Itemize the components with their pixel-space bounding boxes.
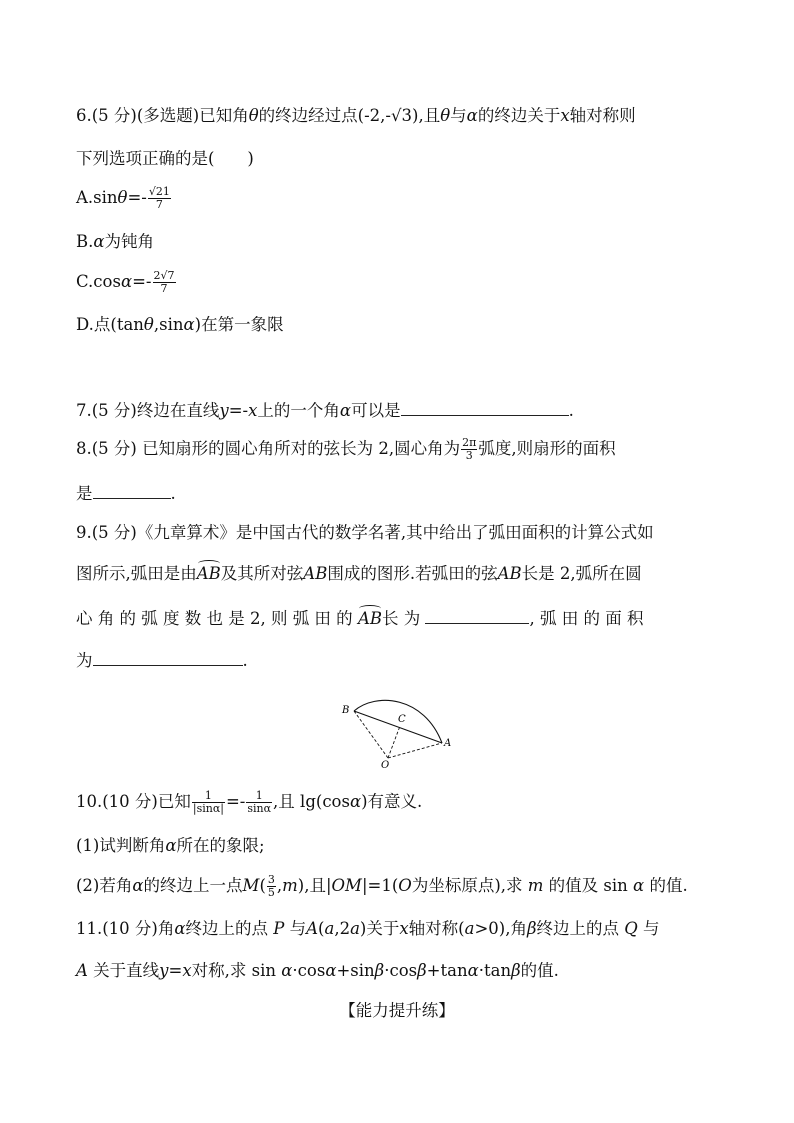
q10-fraction: $\frac{1}{\sin\alpha}$ [247, 789, 272, 815]
label-b: B [342, 705, 350, 716]
q6-option-c: C.cosα=- $\frac{2√7}{7}$ [76, 269, 175, 295]
radius-ob [354, 711, 388, 758]
radius-oa [388, 743, 442, 758]
q11-text-line2: A 关于直线y=x对称,求 sin α·cosα+sinβ·cosβ+tanα·tanβ的值. [76, 961, 559, 980]
q6-option-a: A.sinθ=- $\frac{√21}{7}$ [76, 185, 170, 211]
arc-field-figure [336, 696, 460, 770]
label-c: C [398, 714, 406, 725]
q10-stem: 10.(10 分)已知 $\frac{1}{|\sin\alpha|}$ =- $\frac{1}{\sin\alpha}$ ,且 lg(cosα)有意义. [76, 789, 423, 815]
q9-text-line2: 图所示,弧田是由AB及其所对弦AB围成的图形.若弧田的弦AB长是 2,弧所在圆 [76, 562, 642, 586]
q8-angle-fraction: $\frac{2\pi}{3}$ [462, 436, 477, 462]
q10-part2: (2)若角α的终边上一点M( $\frac{3}{5}$ ,m),且|OM|=1(O为坐标原点),求 m 的值及 sin α 的值. [76, 873, 688, 899]
q8-text-line1: 8.(5 分) 已知扇形的圆心角所对的弦长为 2,圆心角为 $\frac{2\pi}{3}$ 弧度,则扇形的面积 [76, 436, 616, 462]
q9-arc-length-blank[interactable] [425, 605, 529, 624]
arc-ab-symbol: AB [358, 607, 382, 631]
q11-text-line1: 11.(10 分)角α终边上的点 P 与A(a,2a)关于x轴对称(a>0),角β终边上的点 Q 与 [76, 919, 660, 938]
q6-option-c-fraction: $\frac{2√7}{7}$ [153, 269, 175, 295]
label-o: O [381, 760, 390, 770]
q9-text-line4: 为 . [76, 647, 248, 673]
q10-part1: (1)试判断角α所在的象限; [76, 836, 265, 855]
q6-option-d: D.点(tanθ,sinα)在第一象限 [76, 315, 284, 334]
q8-text-line2: 是 . [76, 480, 176, 506]
q9-text-line1: 9.(5 分)《九章算术》是中国古代的数学名著,其中给出了弧田面积的计算公式如 [76, 523, 654, 542]
q6-option-b: B.α为钝角 [76, 232, 155, 251]
q6-stem-line1: 6.(5 分)(多选题)已知角θ的终边经过点(-2,-√3),且θ与α的终边关于x轴对称则 [76, 106, 636, 125]
segment-oc [388, 726, 400, 758]
q10-fraction-abs: $\frac{1}{|\sin\alpha|}$ [192, 789, 224, 815]
q7-answer-blank[interactable] [401, 397, 569, 416]
q8-answer-blank[interactable] [93, 480, 171, 499]
q9-text-line3: 心 角 的 弧 度 数 也 是 2, 则 弧 田 的 AB长 为 , 弧 田 的 面 积 [76, 605, 643, 631]
label-a: A [444, 738, 452, 749]
q10-point-fraction: $\frac{3}{5}$ [267, 873, 275, 899]
q6-option-a-fraction: $\frac{√21}{7}$ [148, 185, 170, 211]
section-heading: 【能力提升练】 [339, 1001, 455, 1020]
q6-stem-line2: 下列选项正确的是( ) [76, 149, 254, 168]
arc-ab-symbol: AB [197, 562, 221, 586]
q7-text: 7.(5 分)终边在直线y=-x上的一个角α可以是 . [76, 397, 574, 423]
q9-area-blank[interactable] [93, 647, 243, 666]
